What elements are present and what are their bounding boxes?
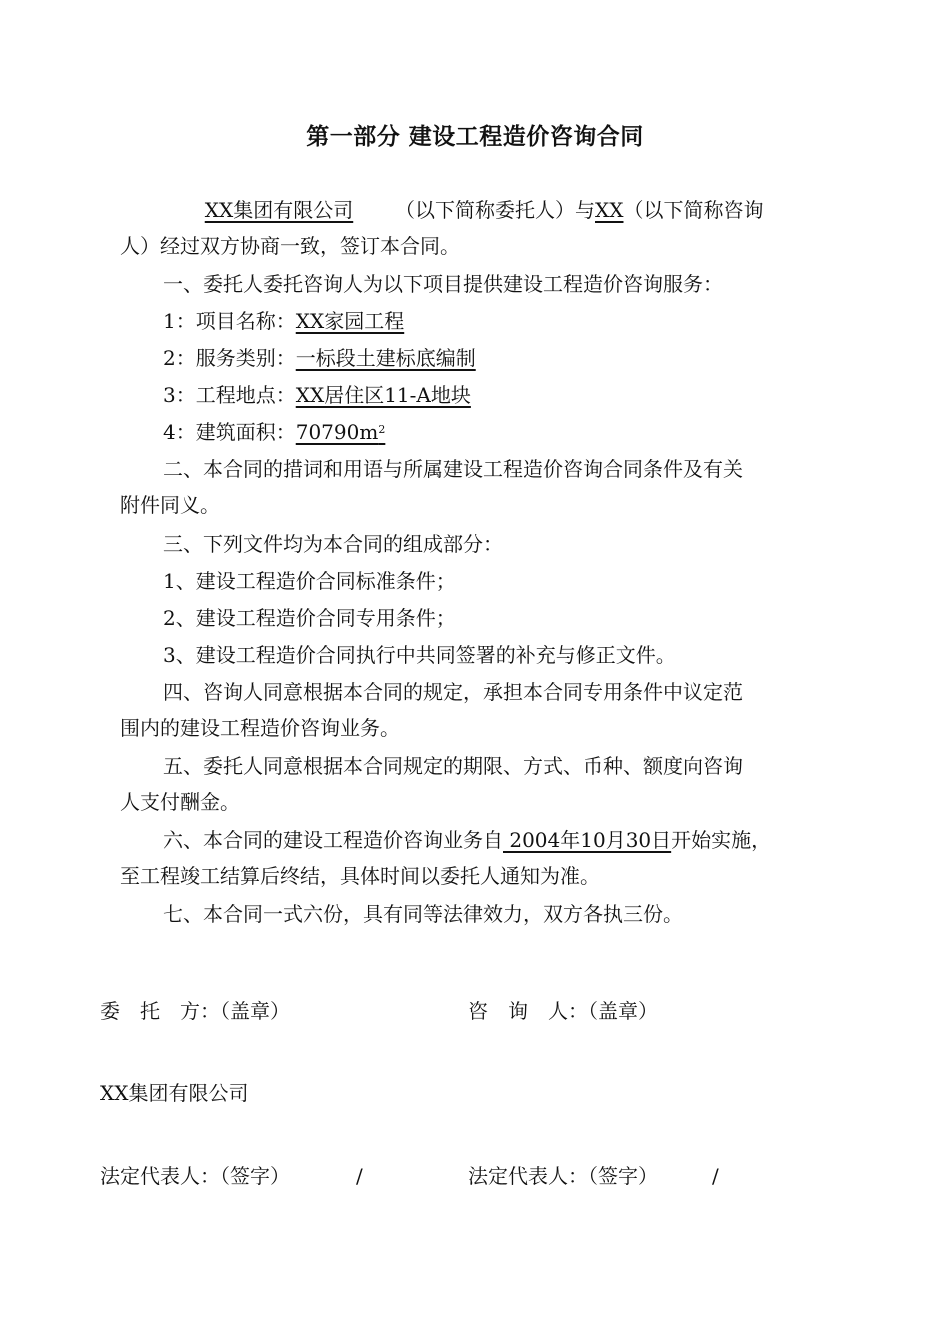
consultant-seal-label: 咨 询 人：（盖章）	[468, 999, 658, 1023]
section6-text-a: 六、本合同的建设工程造价咨询业务自	[163, 828, 503, 852]
section2-line-1: 二、本合同的措词和用语与所属建设工程造价咨询合同条件及有关	[163, 457, 743, 481]
consultant-rep-label: 法定代表人：（签字）	[468, 1164, 658, 1188]
client-rep-label: 法定代表人：（签字）	[100, 1164, 290, 1188]
section4-line-2: 围内的建设工程造价咨询业务。	[120, 716, 400, 740]
section6-text-b: 开始实施，	[671, 828, 772, 852]
item-label: 1：项目名称：	[163, 309, 296, 333]
section3-item: 1、建设工程造价合同标准条件；	[163, 569, 456, 593]
section5-line-1: 五、委托人同意根据本合同规定的期限、方式、币种、额度向咨询	[163, 754, 743, 778]
section1-heading: 一、委托人委托咨询人为以下项目提供建设工程造价咨询服务：	[163, 272, 723, 296]
item-project-name	[163, 309, 404, 333]
section7-line-1: 七、本合同一式六份，具有同等法律效力，双方各执三份。	[163, 902, 683, 926]
section3-item: 2、建设工程造价合同专用条件；	[163, 606, 456, 630]
section3-item: 3、建设工程造价合同执行中共同签署的补充与修正文件。	[163, 643, 676, 667]
client-seal-label: 委 托 方：（盖章）	[100, 999, 290, 1023]
client-name: XX集团有限公司	[204, 198, 354, 222]
consultant-rep-value: /	[712, 1164, 719, 1188]
preamble-line-2: 人）经过双方协商一致，签订本合同。	[120, 234, 460, 258]
item-service-type	[163, 346, 476, 370]
item-label: 3：工程地点：	[163, 383, 296, 407]
item-location	[163, 383, 471, 407]
client-company-name: XX集团有限公司	[100, 1081, 249, 1105]
preamble-line-1	[163, 198, 763, 222]
consultant-name: XX	[595, 198, 624, 222]
item-value: $70790m^2$	[295, 420, 386, 444]
section6-line-1	[163, 828, 771, 852]
item-label: 2：服务类别：	[163, 346, 296, 370]
item-area	[163, 420, 385, 444]
unit-superscript: 2	[378, 423, 386, 436]
section4-line-1: 四、咨询人同意根据本合同的规定，承担本合同专用条件中议定范	[163, 680, 743, 704]
item-value: XX家园工程	[295, 309, 405, 333]
section3-heading: 三、下列文件均为本合同的组成部分：	[163, 532, 503, 556]
start-date: 2004年10月30日	[503, 828, 672, 852]
item-value: XX居住区11-A地块	[295, 383, 471, 407]
preamble-text-a: （以下简称委托人）与	[395, 198, 595, 222]
preamble-text-b: （以下简称咨询	[623, 198, 764, 222]
section2-line-2: 附件同义。	[120, 493, 220, 517]
page-title: 第一部分 建设工程造价咨询合同	[306, 124, 644, 150]
section6-line-2: 至工程竣工结算后终结，具体时间以委托人通知为准。	[120, 864, 600, 888]
item-value: 一标段土建标底编制	[295, 346, 476, 370]
client-rep-value: /	[356, 1164, 363, 1188]
item-label: 4：建筑面积：	[163, 420, 296, 444]
section5-line-2: 人支付酬金。	[120, 790, 240, 814]
